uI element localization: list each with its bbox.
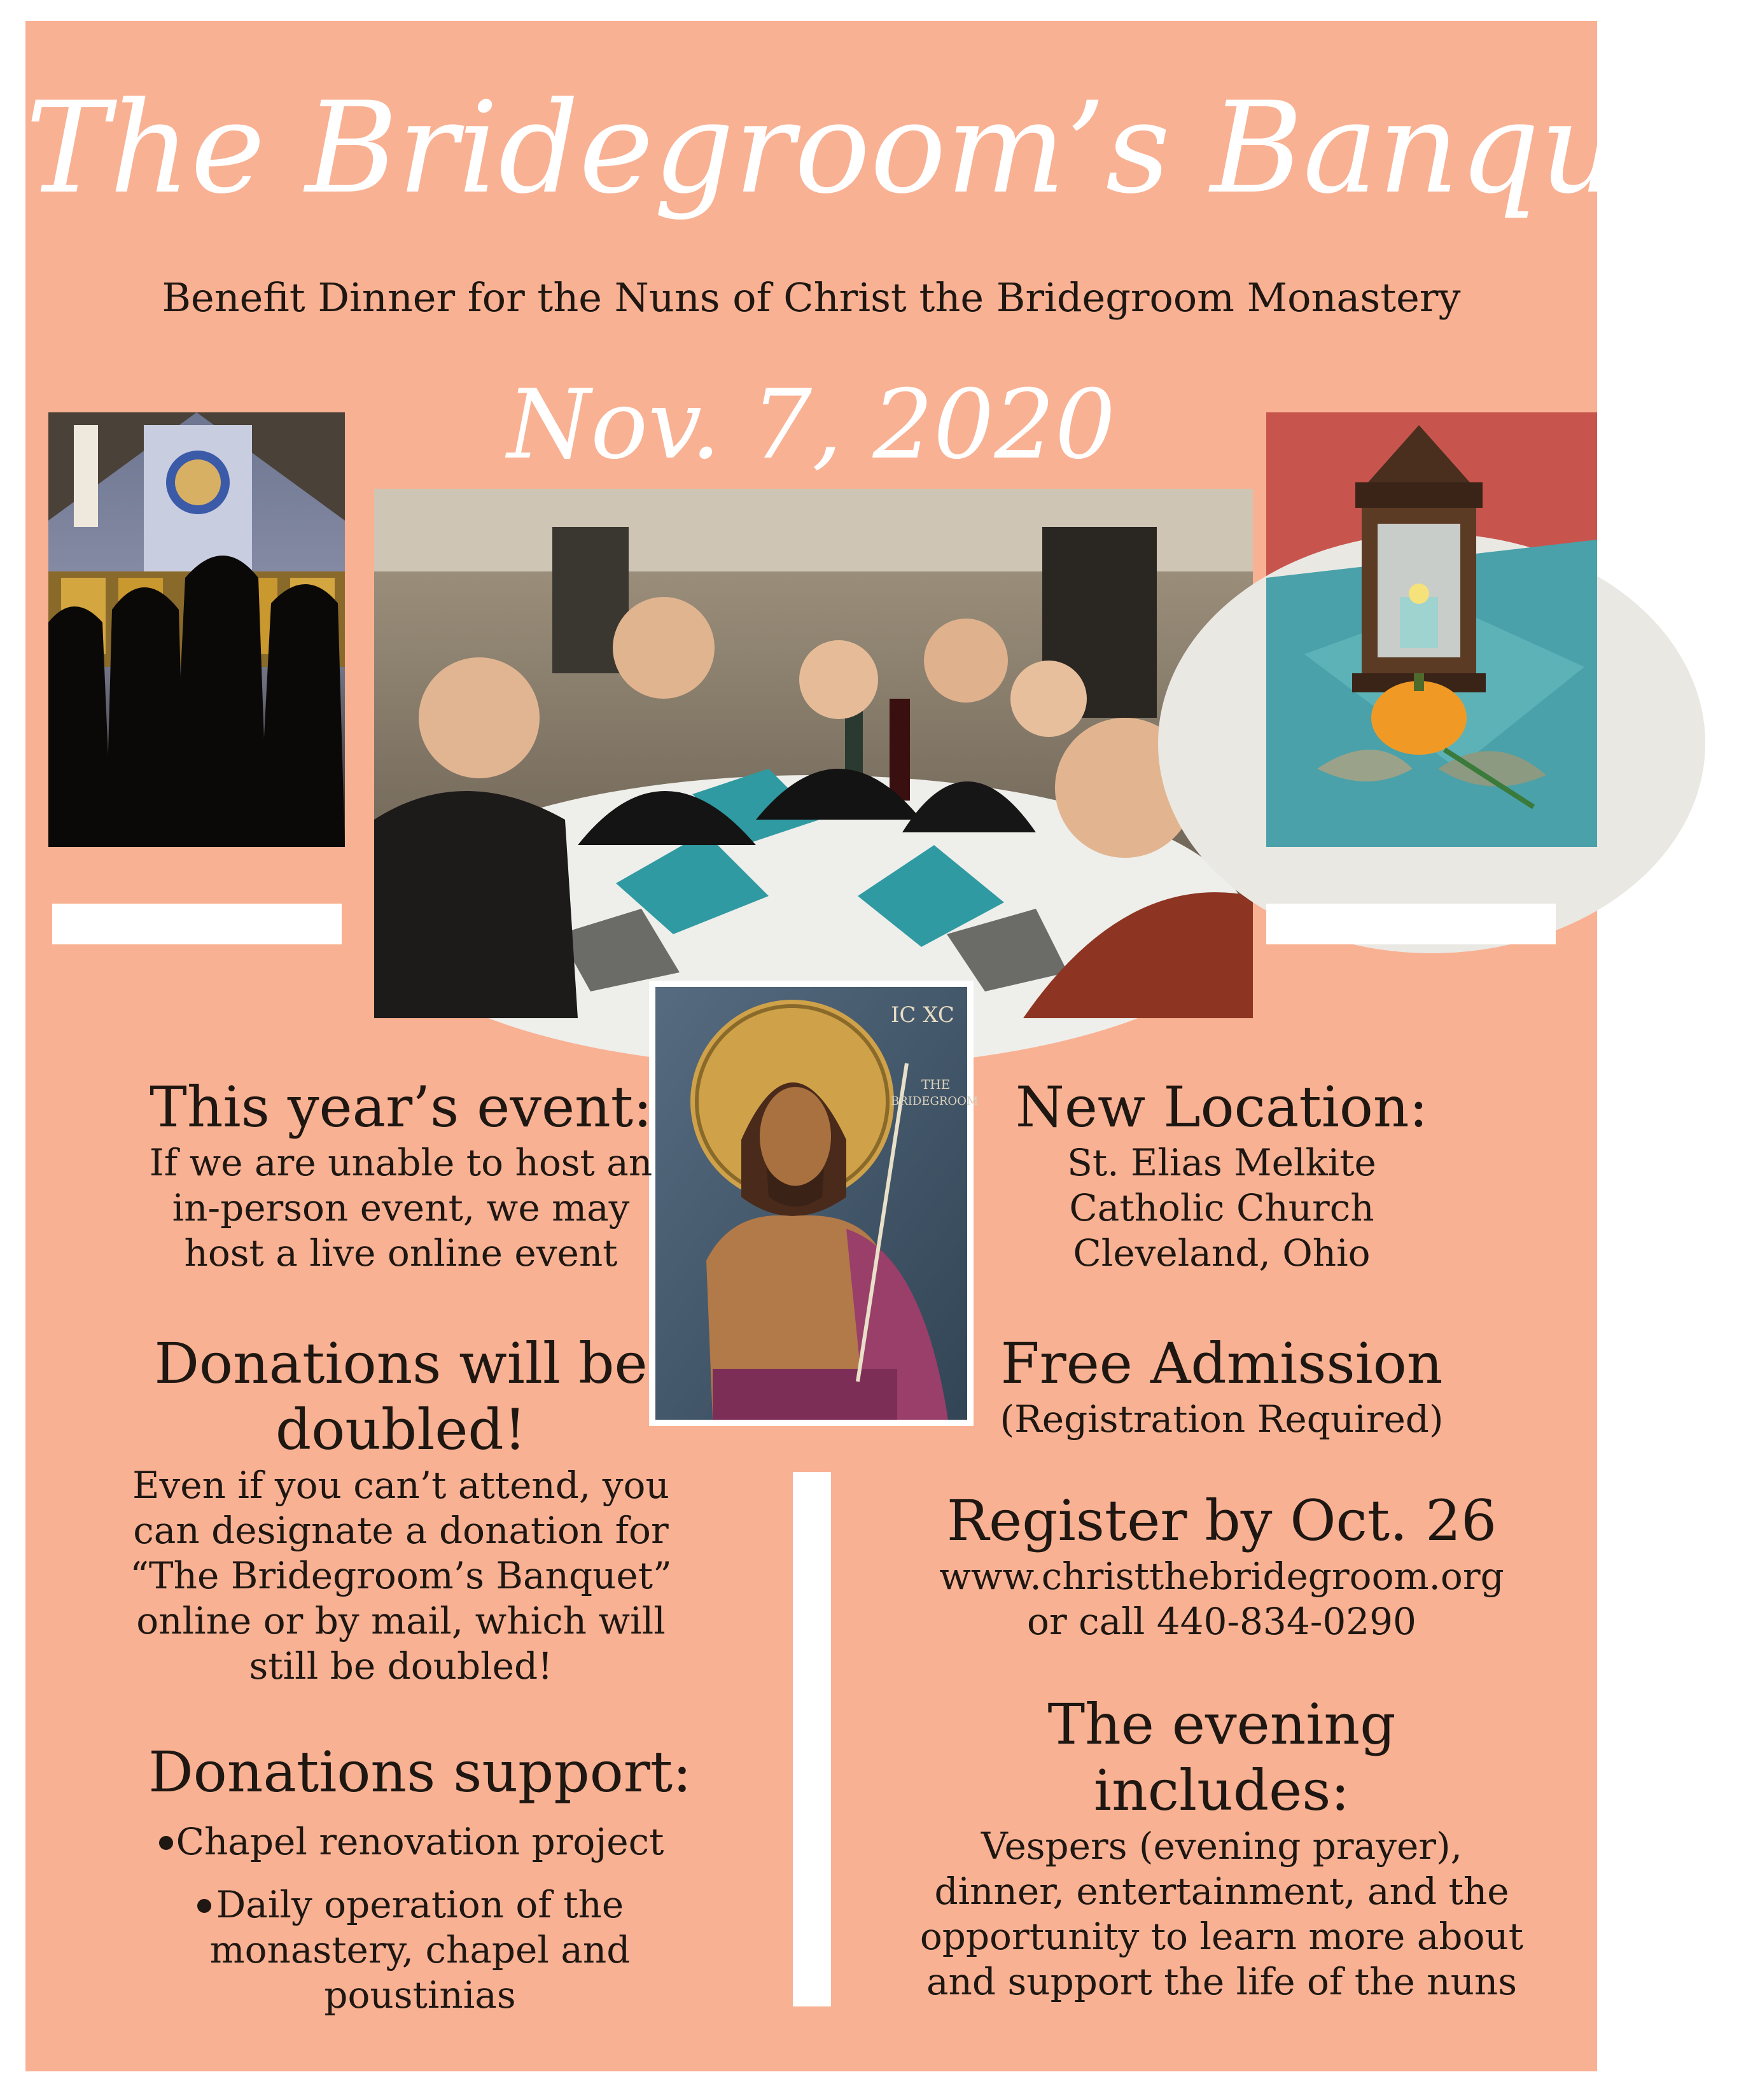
event-title: The Bridegroom’s Banquet: [25, 74, 1746, 221]
location-line-1: St. Elias Melkite: [1067, 1141, 1376, 1184]
support-item-operation-line-1: Daily operation of the: [216, 1883, 624, 1926]
event-date: Nov. 7, 2020: [506, 370, 1116, 480]
this-year-section: [64, 1074, 738, 1276]
bullet-icon: [159, 1836, 173, 1850]
chapel-photo: [48, 412, 345, 847]
support-item-operation-line-3: poustinias: [324, 1973, 516, 2017]
this-year-text-line-3: host a live online event: [184, 1231, 618, 1275]
doubled-text-line-3: “The Bridegroom’s Banquet”: [130, 1554, 672, 1597]
donations-support-section: [64, 1739, 776, 2018]
icon-inscription-bridegroom: BRIDEGROOM: [891, 1095, 979, 1108]
support-item-operation-line-2: monastery, chapel and: [209, 1928, 631, 1971]
evening-text-line-4: and support the life of the nuns: [926, 1960, 1518, 2003]
decorative-bar-right: [1266, 904, 1556, 944]
this-year-text-line-2: in-person event, we may: [172, 1186, 630, 1229]
bullet-icon: [197, 1899, 211, 1913]
this-year-heading: This year’s event:: [150, 1074, 652, 1140]
location-heading: New Location:: [1015, 1074, 1428, 1140]
donations-doubled-section: [64, 1331, 738, 1689]
register-website: www.christthebridegroom.org: [939, 1555, 1504, 1598]
support-item-chapel: [64, 1819, 776, 1865]
evening-text-line-2: dinner, entertainment, and the: [934, 1870, 1509, 1913]
lantern-centerpiece-photo: [1266, 412, 1597, 847]
decorative-divider-vertical: [793, 1472, 831, 2006]
icon-inscription-icxc: IC XC: [891, 1002, 954, 1028]
doubled-heading-line-2: doubled!: [275, 1397, 527, 1462]
this-year-text-line-1: If we are unable to host an: [149, 1141, 653, 1184]
doubled-text-line-5: still be doubled!: [249, 1644, 553, 1688]
admission-section: [884, 1331, 1559, 1442]
support-heading: Donations support:: [148, 1739, 692, 1805]
location-section: [884, 1074, 1559, 1276]
evening-heading-line-1: The evening: [1047, 1691, 1396, 1757]
evening-heading-line-2: includes:: [1093, 1758, 1350, 1823]
doubled-text-line-4: online or by mail, which will: [136, 1599, 666, 1642]
support-item-chapel-line-1: Chapel renovation project: [176, 1820, 664, 1863]
decorative-bar-left: [52, 904, 342, 944]
doubled-text-line-1: Even if you can’t attend, you: [132, 1464, 669, 1507]
doubled-text-line-2: can designate a donation for: [133, 1509, 669, 1552]
location-line-2: Catholic Church: [1069, 1186, 1374, 1229]
register-phone: or call 440-834-0290: [1027, 1600, 1416, 1643]
admission-note: (Registration Required): [1000, 1397, 1444, 1441]
icon-inscription-the: THE: [921, 1077, 951, 1092]
location-line-3: Cleveland, Ohio: [1073, 1231, 1371, 1275]
support-list: [64, 1819, 776, 2018]
admission-heading: Free Admission: [1000, 1331, 1443, 1396]
dinner-table-photo: [374, 489, 1253, 1018]
evening-text-line-1: Vespers (evening prayer),: [981, 1824, 1463, 1868]
evening-section: [884, 1691, 1559, 2005]
evening-text-line-3: opportunity to learn more about: [919, 1915, 1524, 1958]
doubled-heading-line-1: Donations will be: [154, 1331, 648, 1396]
register-heading: Register by Oct. 26: [946, 1488, 1497, 1553]
support-item-operation: [64, 1882, 776, 2018]
event-subtitle: Benefit Dinner for the Nuns of Christ the Bridegroom Monastery: [162, 274, 1461, 321]
poster: [25, 21, 1746, 2071]
register-section: [884, 1488, 1559, 1644]
